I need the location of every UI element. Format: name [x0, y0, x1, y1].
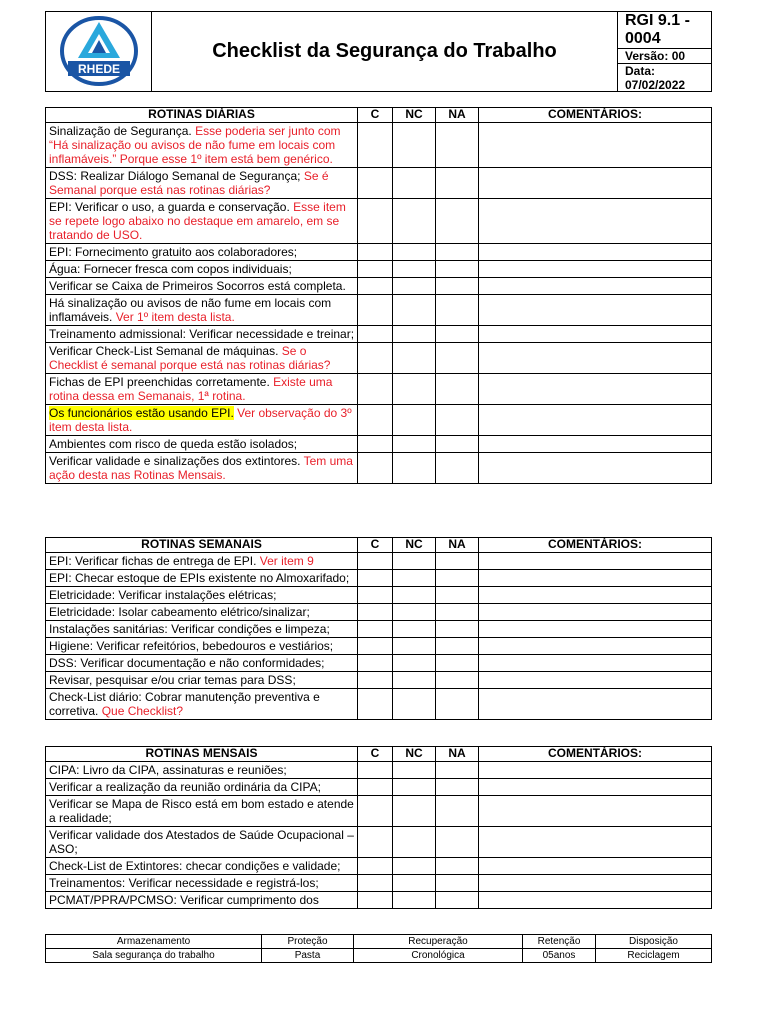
c-checkbox[interactable]	[358, 374, 393, 405]
c-checkbox[interactable]	[358, 405, 393, 436]
column-na: NA	[436, 108, 479, 123]
c-checkbox[interactable]	[358, 875, 393, 892]
column-nc: NC	[393, 747, 436, 762]
item-text: Eletricidade: Verificar instalações elétricas;	[49, 588, 277, 602]
c-checkbox[interactable]	[358, 655, 393, 672]
checklist-item	[46, 827, 358, 858]
comment-field[interactable]	[479, 326, 712, 343]
c-checkbox[interactable]	[358, 762, 393, 779]
checklist-row	[46, 436, 712, 453]
comment-field[interactable]	[479, 374, 712, 405]
checklist-row	[46, 405, 712, 436]
checklist-row	[46, 604, 712, 621]
checklist-row	[46, 453, 712, 484]
checklist-item	[46, 638, 358, 655]
checklist-item	[46, 123, 358, 168]
comment-field[interactable]	[479, 796, 712, 827]
column-c: C	[358, 108, 393, 123]
item-text: Verificar validade dos Atestados de Saúde Ocupacional – ASO;	[49, 828, 354, 856]
weekly-routines-table	[45, 537, 712, 720]
nc-checkbox[interactable]	[393, 278, 436, 295]
checklist-row	[46, 621, 712, 638]
review-note: Existe uma rotina dessa em Semanais, 1ª rotina.	[49, 375, 333, 403]
records-footer-table	[45, 934, 712, 963]
item-text: EPI: Checar estoque de EPIs existente no Almoxarifado;	[49, 571, 350, 585]
checklist-item	[46, 436, 358, 453]
checklist-row	[46, 374, 712, 405]
item-text: Verificar a realização da reunião ordinária da CIPA;	[49, 780, 321, 794]
c-checkbox[interactable]	[358, 343, 393, 374]
nc-checkbox[interactable]	[393, 655, 436, 672]
review-note: Se o Checklist é semanal porque está nas rotinas diárias?	[49, 344, 331, 372]
item-text: Verificar se Caixa de Primeiros Socorros está completa.	[49, 279, 346, 293]
checklist-row	[46, 123, 712, 168]
document-header	[45, 11, 712, 92]
nc-checkbox[interactable]	[393, 326, 436, 343]
checklist-item	[46, 244, 358, 261]
comment-field[interactable]	[479, 621, 712, 638]
item-text: DSS: Verificar documentação e não conformidades;	[49, 656, 325, 670]
nc-checkbox[interactable]	[393, 436, 436, 453]
checklist-item	[46, 689, 358, 720]
column-comments: COMENTÁRIOS:	[479, 108, 712, 123]
na-checkbox[interactable]	[436, 672, 479, 689]
comment-field[interactable]	[479, 858, 712, 875]
na-checkbox[interactable]	[436, 168, 479, 199]
item-text: Há sinalização ou avisos de não fume em locais com inflamáveis.	[49, 296, 332, 324]
checklist-item	[46, 587, 358, 604]
footer-value-cell: Reciclagem	[596, 949, 712, 963]
na-checkbox[interactable]	[436, 244, 479, 261]
na-checkbox[interactable]	[436, 604, 479, 621]
column-comments: COMENTÁRIOS:	[479, 538, 712, 553]
comment-field[interactable]	[479, 655, 712, 672]
c-checkbox[interactable]	[358, 295, 393, 326]
c-checkbox[interactable]	[358, 553, 393, 570]
footer-value-cell: 05anos	[523, 949, 596, 963]
comment-field[interactable]	[479, 244, 712, 261]
checklist-item	[46, 762, 358, 779]
checklist-item	[46, 672, 358, 689]
nc-checkbox[interactable]	[393, 168, 436, 199]
na-checkbox[interactable]	[436, 892, 479, 909]
c-checkbox[interactable]	[358, 827, 393, 858]
checklist-item	[46, 405, 358, 436]
na-checkbox[interactable]	[436, 689, 479, 720]
nc-checkbox[interactable]	[393, 295, 436, 326]
c-checkbox[interactable]	[358, 123, 393, 168]
comment-field[interactable]	[479, 199, 712, 244]
checklist-item	[46, 655, 358, 672]
c-checkbox[interactable]	[358, 453, 393, 484]
item-text: Verificar validade e sinalizações dos extintores.	[49, 454, 304, 468]
c-checkbox[interactable]	[358, 436, 393, 453]
nc-checkbox[interactable]	[393, 875, 436, 892]
comment-field[interactable]	[479, 436, 712, 453]
footer-header-cell: Retenção	[523, 935, 596, 949]
checklist-item	[46, 278, 358, 295]
nc-checkbox[interactable]	[393, 553, 436, 570]
checklist-row	[46, 779, 712, 796]
checklist-item	[46, 261, 358, 278]
comment-field[interactable]	[479, 123, 712, 168]
review-note: Ver observação do 3º item desta lista.	[49, 406, 352, 434]
checklist-row	[46, 168, 712, 199]
checklist-row	[46, 199, 712, 244]
comment-field[interactable]	[479, 672, 712, 689]
nc-checkbox[interactable]	[393, 405, 436, 436]
na-checkbox[interactable]	[436, 621, 479, 638]
document-meta	[618, 12, 711, 91]
nc-checkbox[interactable]	[393, 570, 436, 587]
column-nc: NC	[393, 108, 436, 123]
checklist-row	[46, 892, 712, 909]
na-checkbox[interactable]	[436, 875, 479, 892]
nc-checkbox[interactable]	[393, 638, 436, 655]
na-checkbox[interactable]	[436, 570, 479, 587]
c-checkbox[interactable]	[358, 779, 393, 796]
na-checkbox[interactable]	[436, 453, 479, 484]
checklist-item	[46, 779, 358, 796]
section-title: ROTINAS SEMANAIS	[46, 538, 358, 553]
na-checkbox[interactable]	[436, 374, 479, 405]
checklist-row	[46, 553, 712, 570]
footer-header-cell: Proteção	[262, 935, 354, 949]
c-checkbox[interactable]	[358, 604, 393, 621]
checklist-row	[46, 638, 712, 655]
checklist-item	[46, 875, 358, 892]
item-text: Fichas de EPI preenchidas corretamente.	[49, 375, 274, 389]
daily-routines-table	[45, 107, 712, 484]
item-text: EPI: Fornecimento gratuito aos colaboradores;	[49, 245, 298, 259]
company-logo	[46, 12, 152, 91]
review-note: Ver item 9	[259, 554, 314, 568]
checklist-row	[46, 689, 712, 720]
na-checkbox[interactable]	[436, 199, 479, 244]
checklist-row	[46, 570, 712, 587]
checklist-row	[46, 672, 712, 689]
comment-field[interactable]	[479, 453, 712, 484]
item-text: Higiene: Verificar refeitórios, bebedouros e vestiários;	[49, 639, 334, 653]
nc-checkbox[interactable]	[393, 892, 436, 909]
c-checkbox[interactable]	[358, 168, 393, 199]
c-checkbox[interactable]	[358, 858, 393, 875]
footer-header-cell: Armazenamento	[46, 935, 262, 949]
comment-field[interactable]	[479, 278, 712, 295]
checklist-row	[46, 858, 712, 875]
review-note: Tem uma ação desta nas Rotinas Mensais.	[49, 454, 353, 482]
item-text: Água: Fornecer fresca com copos individuais;	[49, 262, 292, 276]
item-text: Revisar, pesquisar e/ou criar temas para DSS;	[49, 673, 296, 687]
monthly-routines-table	[45, 746, 712, 909]
item-text: Check-List de Extintores: checar condições e validade;	[49, 859, 341, 873]
na-checkbox[interactable]	[436, 123, 479, 168]
na-checkbox[interactable]	[436, 343, 479, 374]
checklist-item	[46, 570, 358, 587]
rhede-logo-icon	[46, 12, 152, 91]
nc-checkbox[interactable]	[393, 453, 436, 484]
comment-field[interactable]	[479, 638, 712, 655]
comment-field[interactable]	[479, 553, 712, 570]
c-checkbox[interactable]	[358, 672, 393, 689]
checklist-row	[46, 343, 712, 374]
document-code: RGI 9.1 - 0004	[618, 12, 711, 49]
nc-checkbox[interactable]	[393, 779, 436, 796]
checklist-row	[46, 261, 712, 278]
na-checkbox[interactable]	[436, 295, 479, 326]
item-text: Verificar Check-List Semanal de máquinas.	[49, 344, 282, 358]
footer-value-cell: Pasta	[262, 949, 354, 963]
checklist-row	[46, 827, 712, 858]
column-c: C	[358, 747, 393, 762]
nc-checkbox[interactable]	[393, 123, 436, 168]
item-text: EPI: Verificar fichas de entrega de EPI.	[49, 554, 260, 568]
checklist-item	[46, 199, 358, 244]
c-checkbox[interactable]	[358, 326, 393, 343]
nc-checkbox[interactable]	[393, 343, 436, 374]
checklist-row	[46, 244, 712, 261]
na-checkbox[interactable]	[436, 762, 479, 779]
comment-field[interactable]	[479, 261, 712, 278]
logo-text: RHEDE	[77, 62, 121, 76]
item-text: Treinamentos: Verificar necessidade e registrá-los;	[49, 876, 319, 890]
item-text: Treinamento admissional: Verificar necessidade e treinar;	[49, 327, 355, 341]
nc-checkbox[interactable]	[393, 199, 436, 244]
comment-field[interactable]	[479, 604, 712, 621]
review-note: Se é Semanal porque está nas rotinas diárias?	[49, 169, 329, 197]
c-checkbox[interactable]	[358, 261, 393, 278]
c-checkbox[interactable]	[358, 796, 393, 827]
checklist-item	[46, 453, 358, 484]
comment-field[interactable]	[479, 779, 712, 796]
checklist-row	[46, 295, 712, 326]
review-note: Que Checklist?	[101, 704, 184, 718]
comment-field[interactable]	[479, 405, 712, 436]
footer-header-cell: Recuperação	[354, 935, 523, 949]
na-checkbox[interactable]	[436, 655, 479, 672]
c-checkbox[interactable]	[358, 892, 393, 909]
review-note: Esse poderia ser junto com “Há sinalização ou avisos de não fume em locais com inflamáveis.” Porque esse 1º item está bem genérico.	[49, 124, 341, 166]
item-text: Check-List diário: Cobrar manutenção preventiva e corretiva.	[49, 690, 320, 718]
checklist-item	[46, 604, 358, 621]
column-na: NA	[436, 747, 479, 762]
item-text: Os funcionários estão usando EPI.	[49, 406, 234, 420]
na-checkbox[interactable]	[436, 405, 479, 436]
column-c: C	[358, 538, 393, 553]
c-checkbox[interactable]	[358, 587, 393, 604]
nc-checkbox[interactable]	[393, 858, 436, 875]
checklist-item	[46, 374, 358, 405]
item-text: PCMAT/PPRA/PCMSO: Verificar cumprimento dos	[49, 893, 319, 907]
c-checkbox[interactable]	[358, 689, 393, 720]
nc-checkbox[interactable]	[393, 587, 436, 604]
comment-field[interactable]	[479, 762, 712, 779]
item-text: Instalações sanitárias: Verificar condições e limpeza;	[49, 622, 330, 636]
na-checkbox[interactable]	[436, 553, 479, 570]
item-text: Ambientes com risco de queda estão isolados;	[49, 437, 298, 451]
checklist-row	[46, 875, 712, 892]
na-checkbox[interactable]	[436, 779, 479, 796]
comment-field[interactable]	[479, 875, 712, 892]
na-checkbox[interactable]	[436, 638, 479, 655]
na-checkbox[interactable]	[436, 261, 479, 278]
c-checkbox[interactable]	[358, 199, 393, 244]
c-checkbox[interactable]	[358, 570, 393, 587]
c-checkbox[interactable]	[358, 638, 393, 655]
checklist-row	[46, 762, 712, 779]
item-text: Verificar se Mapa de Risco está em bom estado e atende a realidade;	[49, 797, 354, 825]
checklist-item	[46, 343, 358, 374]
na-checkbox[interactable]	[436, 858, 479, 875]
nc-checkbox[interactable]	[393, 827, 436, 858]
item-text: EPI: Verificar o uso, a guarda e conservação.	[49, 200, 294, 214]
section-title: ROTINAS DIÁRIAS	[46, 108, 358, 123]
review-note: Esse item se repete logo abaixo no destaque em amarelo, em se tratando de USO.	[49, 200, 346, 242]
document-title: Checklist da Segurança do Trabalho	[152, 12, 618, 91]
nc-checkbox[interactable]	[393, 621, 436, 638]
checklist-item	[46, 858, 358, 875]
c-checkbox[interactable]	[358, 278, 393, 295]
na-checkbox[interactable]	[436, 436, 479, 453]
nc-checkbox[interactable]	[393, 374, 436, 405]
comment-field[interactable]	[479, 827, 712, 858]
document-version: Versão: 00	[618, 49, 711, 64]
checklist-row	[46, 326, 712, 343]
checklist-row	[46, 278, 712, 295]
nc-checkbox[interactable]	[393, 261, 436, 278]
c-checkbox[interactable]	[358, 244, 393, 261]
item-text: DSS: Realizar Diálogo Semanal de Segurança;	[49, 169, 304, 183]
checklist-item	[46, 621, 358, 638]
na-checkbox[interactable]	[436, 587, 479, 604]
checklist-row	[46, 796, 712, 827]
item-text: Sinalização de Segurança.	[49, 124, 196, 138]
comment-field[interactable]	[479, 570, 712, 587]
nc-checkbox[interactable]	[393, 244, 436, 261]
checklist-item	[46, 892, 358, 909]
nc-checkbox[interactable]	[393, 604, 436, 621]
checklist-item	[46, 326, 358, 343]
nc-checkbox[interactable]	[393, 796, 436, 827]
column-nc: NC	[393, 538, 436, 553]
comment-field[interactable]	[479, 689, 712, 720]
na-checkbox[interactable]	[436, 326, 479, 343]
c-checkbox[interactable]	[358, 621, 393, 638]
footer-value-cell: Sala segurança do trabalho	[46, 949, 262, 963]
comment-field[interactable]	[479, 168, 712, 199]
comment-field[interactable]	[479, 587, 712, 604]
checklist-item	[46, 553, 358, 570]
na-checkbox[interactable]	[436, 827, 479, 858]
footer-header-row	[46, 935, 712, 949]
footer-value-row	[46, 949, 712, 963]
item-text: Eletricidade: Isolar cabeamento elétrico/sinalizar;	[49, 605, 310, 619]
checklist-row	[46, 587, 712, 604]
comment-field[interactable]	[479, 295, 712, 326]
comment-field[interactable]	[479, 892, 712, 909]
column-comments: COMENTÁRIOS:	[479, 747, 712, 762]
section-title: ROTINAS MENSAIS	[46, 747, 358, 762]
nc-checkbox[interactable]	[393, 672, 436, 689]
na-checkbox[interactable]	[436, 796, 479, 827]
item-text: CIPA: Livro da CIPA, assinaturas e reuniões;	[49, 763, 287, 777]
column-na: NA	[436, 538, 479, 553]
comment-field[interactable]	[479, 343, 712, 374]
footer-value-cell: Cronológica	[354, 949, 523, 963]
document-date: Data: 07/02/2022	[625, 64, 686, 92]
checklist-item	[46, 168, 358, 199]
footer-header-cell: Disposição	[596, 935, 712, 949]
na-checkbox[interactable]	[436, 278, 479, 295]
checklist-item	[46, 796, 358, 827]
nc-checkbox[interactable]	[393, 762, 436, 779]
checklist-item	[46, 295, 358, 326]
nc-checkbox[interactable]	[393, 689, 436, 720]
checklist-row	[46, 655, 712, 672]
review-note: Ver 1º item desta lista.	[115, 310, 235, 324]
